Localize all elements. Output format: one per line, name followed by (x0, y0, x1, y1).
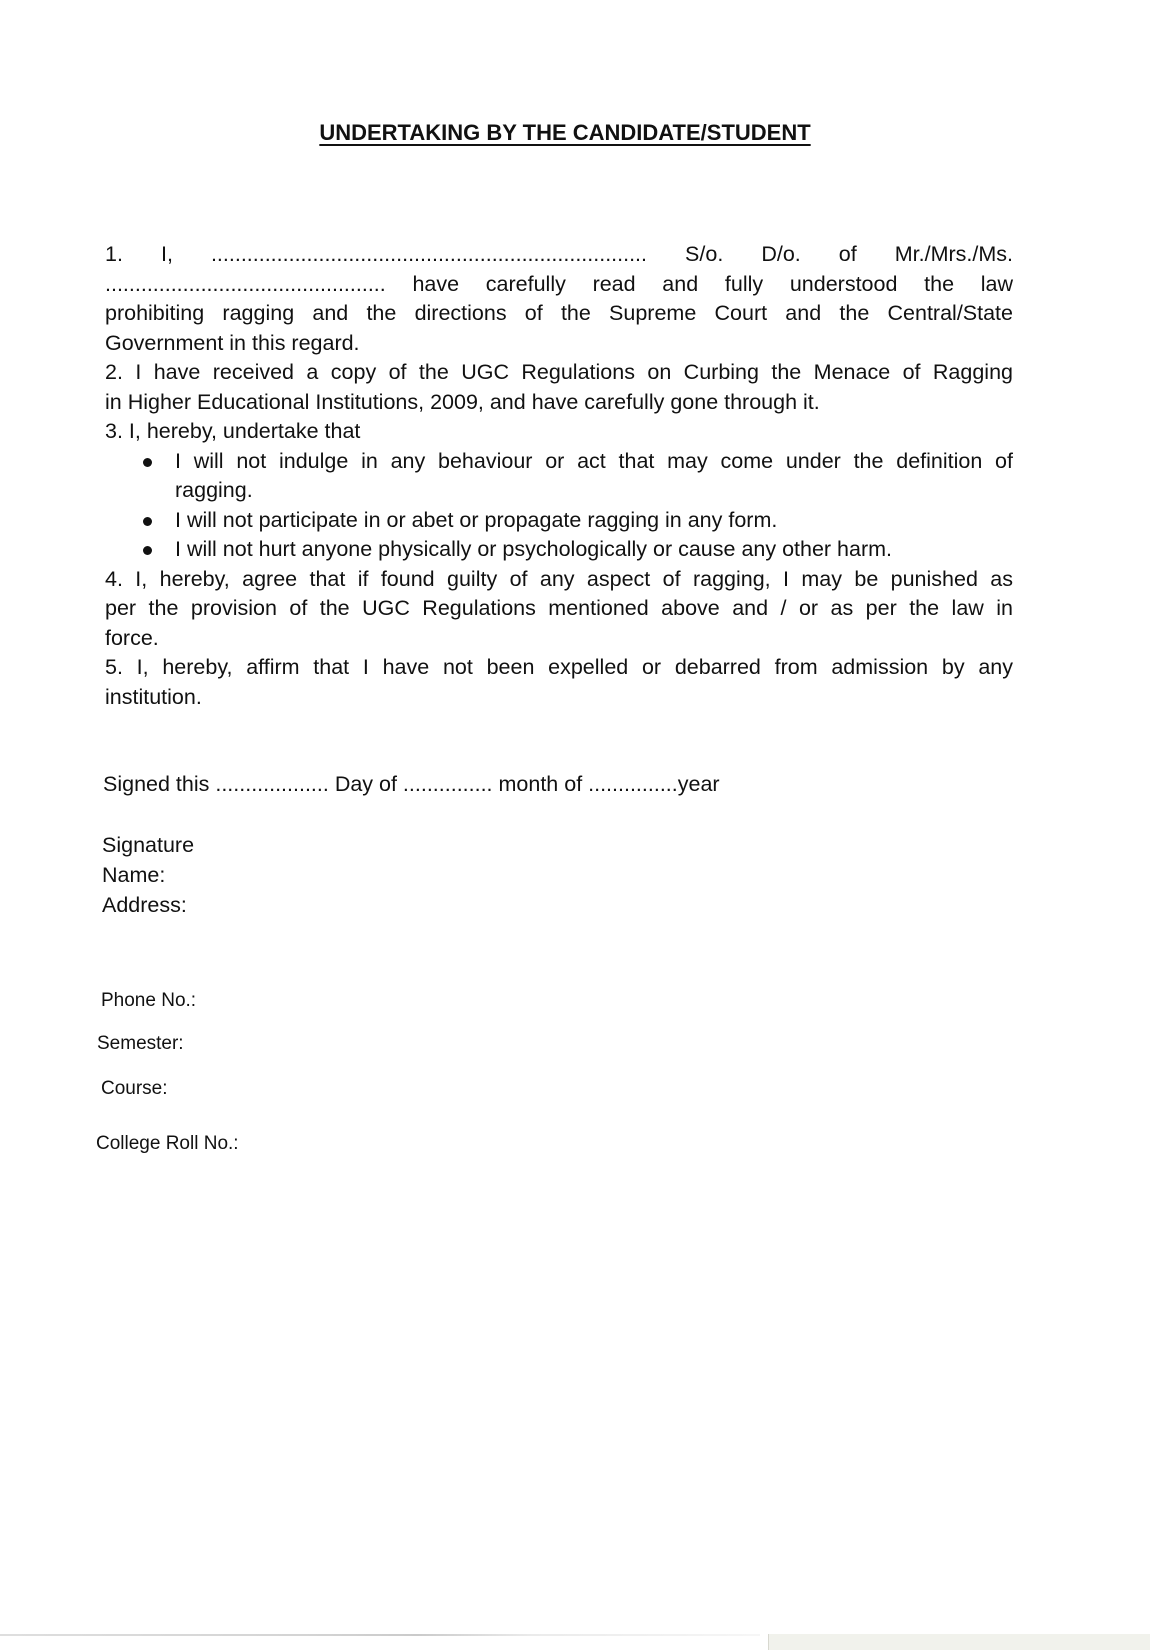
undertaking-body (105, 240, 1013, 712)
clause-5-line-2: institution. (105, 684, 202, 709)
bullet-item (105, 506, 1013, 536)
clause-2 (105, 358, 1013, 417)
scan-edge-line (0, 1634, 760, 1636)
clause-4-line-3: force. (105, 625, 159, 650)
signature-field[interactable]: Signature (102, 833, 195, 857)
bullet-icon (143, 546, 152, 555)
bullet-icon (143, 458, 152, 467)
name-field[interactable]: Name: (102, 863, 166, 887)
clause-2-line-2: in Higher Educational Institutions, 2009, and have carefully gone through it. (105, 389, 820, 414)
clause-2-line-1: 2. I have received a copy of the UGC Regulations on Curbing the Menace of Ragging (105, 360, 1013, 384)
clause-4-line-2: per the provision of the UGC Regulations mentioned above and / or as per the law in (105, 596, 1013, 620)
address-field[interactable]: Address: (102, 893, 187, 917)
semester-field[interactable]: Semester: (97, 1033, 184, 1054)
clause-4 (105, 565, 1013, 654)
clause-3-intro: 3. I, hereby, undertake that (105, 419, 361, 443)
clause-4-line-1: 4. I, hereby, agree that if found guilty of any aspect of ragging, I may be punished as (105, 566, 1013, 591)
clause-5-line-1: 5. I, hereby, affirm that I have not been expelled or debarred from admission by any (105, 655, 1013, 679)
bullet-2-line-1: I will not participate in or abet or propagate ragging in any form. (175, 507, 778, 532)
page-title: UNDERTAKING BY THE CANDIDATE/STUDENT (319, 120, 811, 145)
clause-3 (105, 417, 1013, 565)
bullet-1-line-2: ragging. (175, 478, 253, 502)
clause-1-line-1: 1. I, ......................................................................... S/o. D/o. of Mr./Mrs./Ms. (105, 242, 1013, 266)
college-roll-field[interactable]: College Roll No.: (96, 1133, 239, 1154)
clause-1-line-3: prohibiting ragging and the directions of the Supreme Court and the Central/State (105, 301, 1013, 325)
bullet-1-line-1: I will not indulge in any behaviour or act that may come under the definition of (175, 448, 1013, 473)
bullet-item (105, 535, 1013, 565)
clause-1-line-2: ............................................... have carefully read and fully understood the law (105, 271, 1013, 296)
signed-date-line[interactable]: Signed this ................... Day of ............... month of ...............year (103, 772, 720, 796)
clause-1-line-4: Government in this regard. (105, 330, 360, 355)
bullet-item (105, 447, 1013, 506)
phone-field[interactable]: Phone No.: (101, 990, 197, 1011)
undertaking-bullet-list (105, 447, 1013, 565)
signature-block (102, 830, 194, 920)
bullet-icon (143, 517, 152, 526)
course-field[interactable]: Course: (101, 1078, 168, 1099)
clause-1 (105, 240, 1013, 358)
scan-corner-shadow (768, 1634, 1150, 1650)
clause-5 (105, 653, 1013, 712)
bullet-3-line-1: I will not hurt anyone physically or psychologically or cause any other harm. (175, 537, 893, 561)
